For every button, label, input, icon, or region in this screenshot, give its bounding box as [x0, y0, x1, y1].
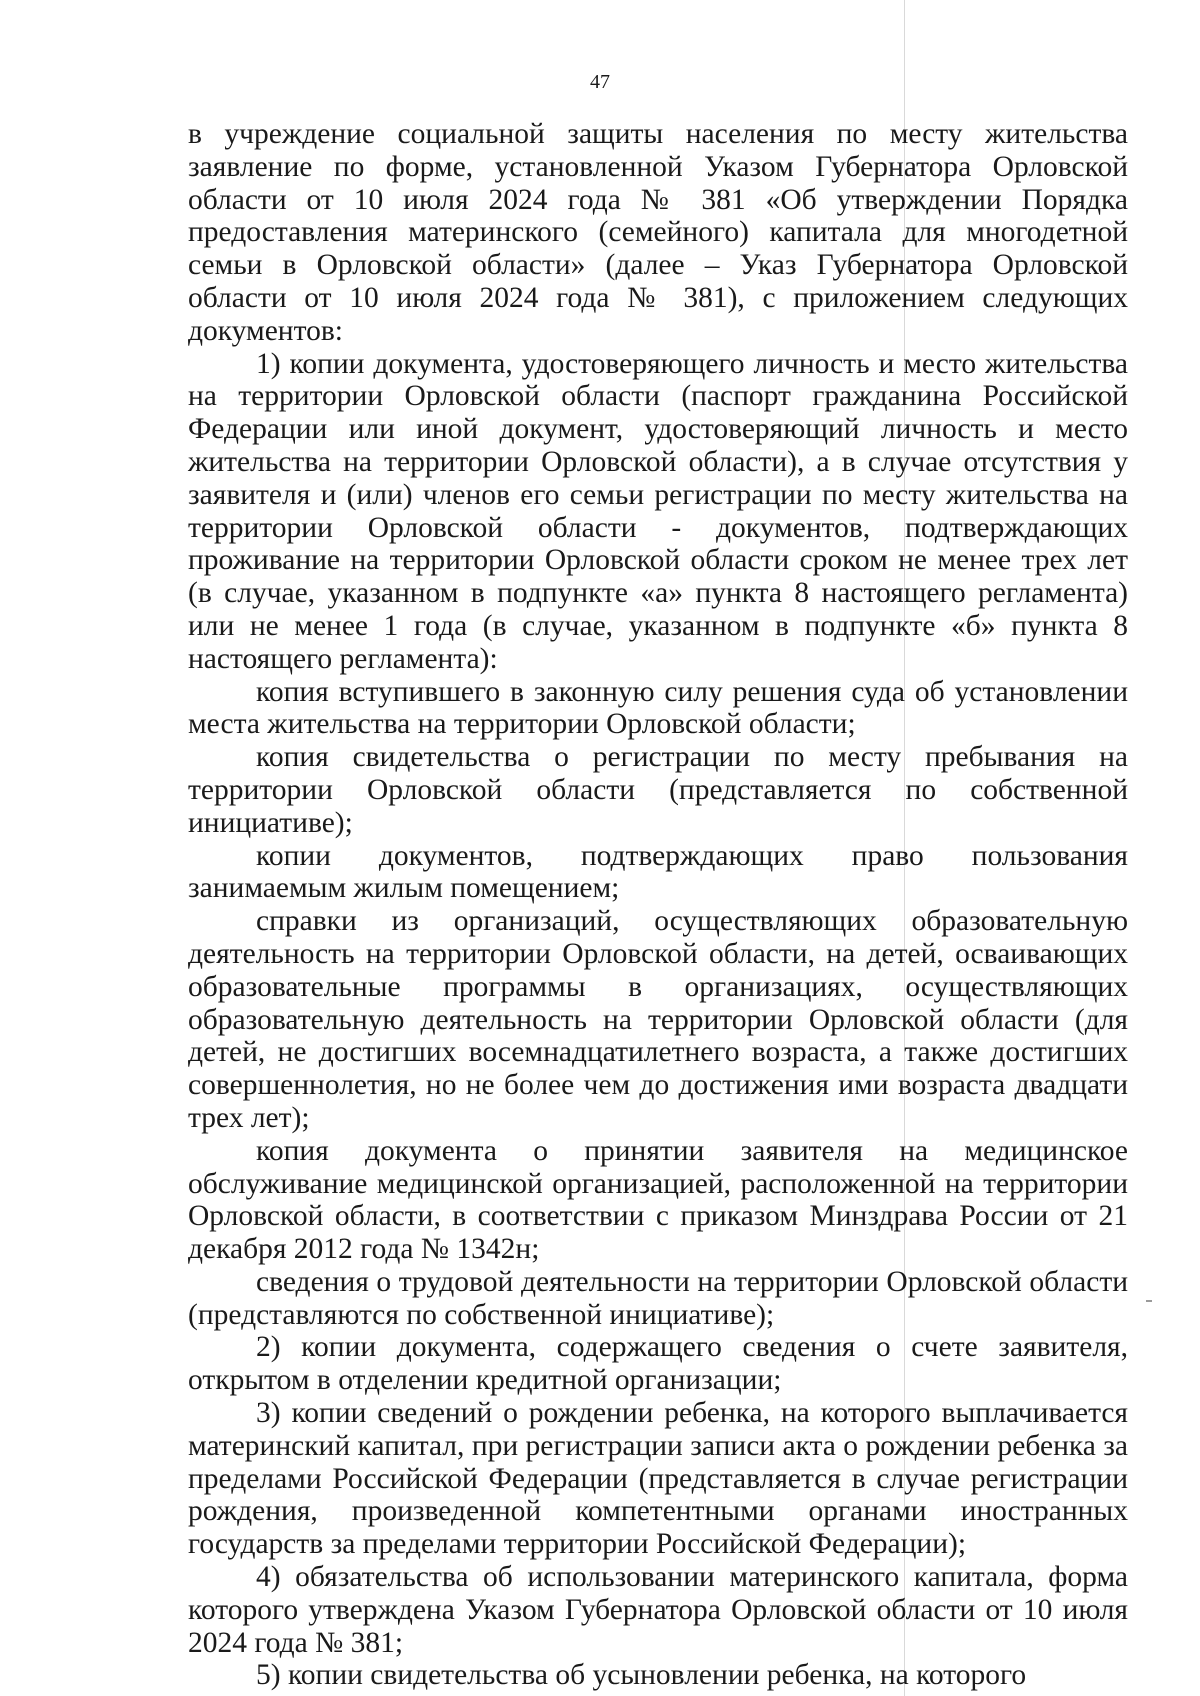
page-number: 47 [590, 71, 610, 93]
paragraph-intro: в учреждение социальной защиты населения по месту жительства заявление по форме, установленной Указом Губернатора Орловской области от 10 июля 2024 года № 381 «Об утверждении Порядка предоставления материнского (семейного) капитала для многодетной семьи в Орловской области» (далее – Указ Губернатора Орловской области от 10 июля 2024 года № 381), с приложением следующих документов: [188, 118, 1128, 347]
paragraph-item-1: 1) копии документа, удостоверяющего личность и место жительства на территории Орловской области (паспорт гражданина Российской Федерации или иной документ, удостоверяющий личность и место жительства на территории Орловской области), а в случае отсутствия у заявителя и (или) членов его семьи регистрации по месту жительства на территории Орловской области - документов, подтверждающих проживание на территории Орловской области сроком не менее трех лет (в случае, указанном в подпункте «а» пункта 8 настоящего регламента) или не менее 1 года (в случае, указанном в подпункте «б» пункта 8 настоящего регламента): [188, 347, 1128, 675]
paragraph-item-2: 2) копии документа, содержащего сведения о счете заявителя, открытом в отделении кредитной организации; [188, 1331, 1128, 1397]
paragraph-item-5: 5) копии свидетельства об усыновлении ребенка, на которого [256, 1659, 1027, 1692]
paragraph-item-4: 4) обязательства об использовании материнского капитала, форма которого утверждена Указом Губернатора Орловской области от 10 июля 2024 года № 381; [188, 1561, 1128, 1659]
scan-speck [1146, 1300, 1152, 1302]
paragraph-registration-certificate: копия свидетельства о регистрации по месту пребывания на территории Орловской области (представляется по собственной инициативе); [188, 741, 1128, 839]
paragraph-item-3: 3) копии сведений о рождении ребенка, на которого выплачивается материнский капитал, при регистрации записи акта о рождении ребенка за пределами Российской Федерации (представляется в случае регистрации рождения, произведенной компетентными органами иностранных государств за пределами территории Российской Федерации); [188, 1397, 1128, 1561]
paragraph-housing-documents: копии документов, подтверждающих право пользования занимаемым жилым помещением; [188, 839, 1128, 905]
document-body [188, 118, 1128, 1692]
paragraph-medical-service: копия документа о принятии заявителя на медицинское обслуживание медицинской организацией, расположенной на территории Орловской области, в соответствии с приказом Минздрава России от 21 декабря 2012 года № 1342н; [188, 1134, 1128, 1266]
paragraph-court-decision: копия вступившего в законную силу решения суда об установлении места жительства на территории Орловской области; [188, 675, 1128, 741]
paragraph-labor-activity: сведения о трудовой деятельности на территории Орловской области (представляются по собственной инициативе); [188, 1265, 1128, 1331]
paragraph-education-certificates: справки из организаций, осуществляющих образовательную деятельность на территории Орловской области, на детей, осваивающих образовательные программы в организациях, осуществляющих образовательную деятельность на территории Орловской области (для детей, не достигших восемнадцатилетнего возраста, а также достигших совершеннолетия, но не более чем до достижения ими возраста двадцати трех лет); [188, 905, 1128, 1134]
